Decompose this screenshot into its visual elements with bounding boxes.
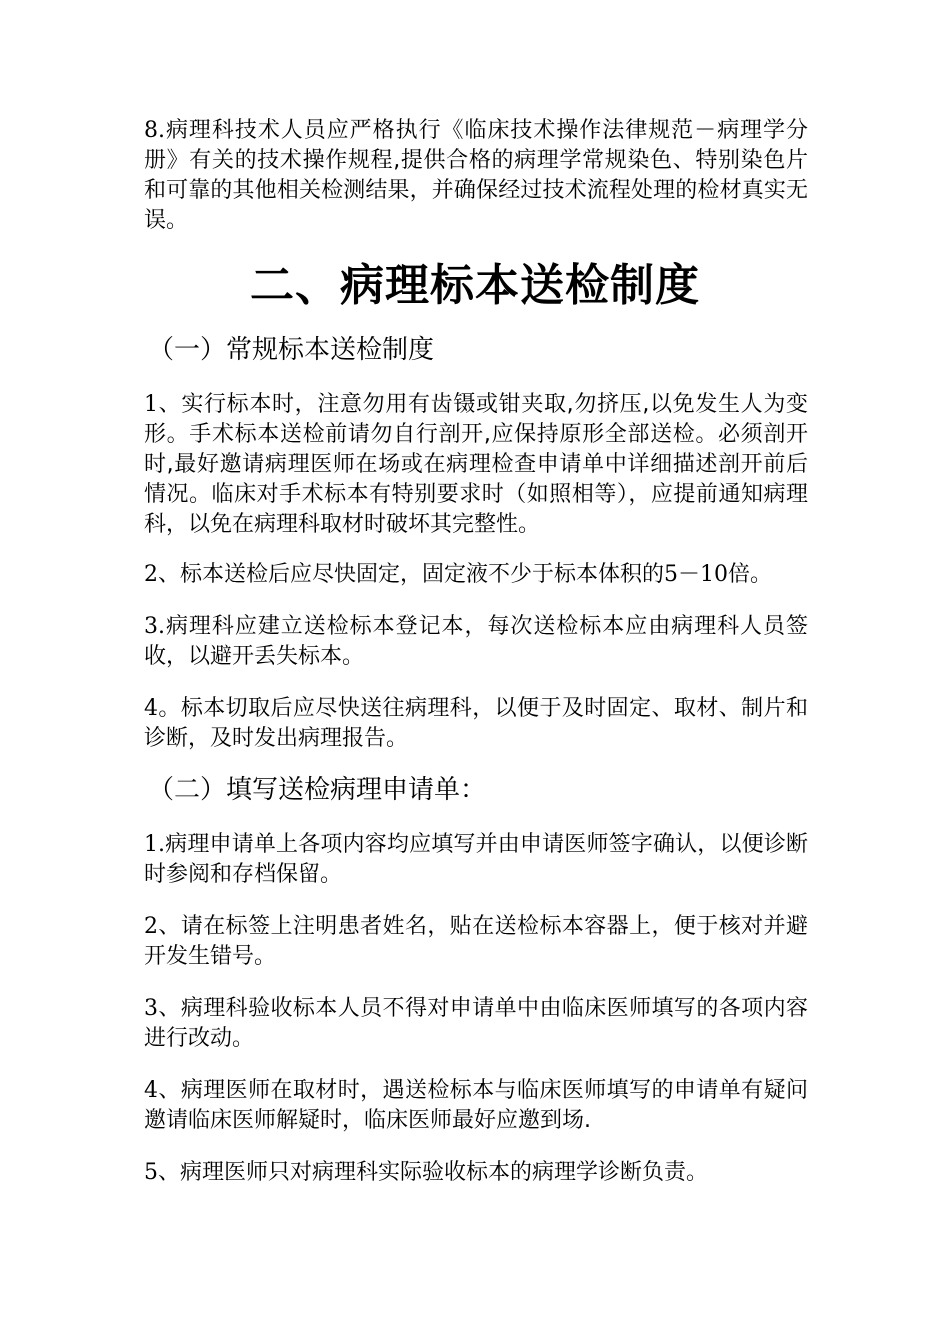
subsection-title-1: （一）常规标本送检制度 <box>148 335 435 365</box>
item-text: 请在标签上注明患者姓名，贴在送检标本容器上，便于核对并避开发生错号。 <box>144 914 808 969</box>
list-item <box>144 390 808 540</box>
item-number: 5、 <box>144 1160 180 1185</box>
list-item <box>144 830 808 890</box>
subsection-title-2: （二）填写送检病理申请单： <box>148 775 487 805</box>
list-item <box>144 912 808 972</box>
list-item <box>144 994 808 1054</box>
intro-paragraph <box>144 116 808 236</box>
item-text: 病理科应建立送检标本登记本，每次送检标本应由病理科人员签收，以避开丢失标本。 <box>144 614 808 669</box>
paragraph-number: 8. <box>144 118 165 143</box>
list-item <box>144 612 808 672</box>
item-text: 病理申请单上各项内容均应填写并由申请医师签字确认，以便诊断时参阅和存档保留。 <box>144 832 808 887</box>
list-item <box>144 694 808 754</box>
item-number: 3. <box>144 614 165 639</box>
item-range: 5－10 <box>664 562 729 587</box>
list-item <box>144 1076 808 1136</box>
item-text-end: 倍。 <box>728 562 773 587</box>
item-text: 标本切取后应尽快送往病理科，以便于及时固定、取材、制片和诊断，及时发出病理报告。 <box>144 696 808 751</box>
item-number: 4。 <box>144 696 181 721</box>
item-text: 标本送检后应尽快固定，固定液不少于标本体积的 <box>180 562 665 587</box>
list-item <box>144 560 808 590</box>
section-title: 二、病理标本送检制度 <box>250 260 700 311</box>
item-number: 1、 <box>144 392 182 417</box>
list-item <box>144 1158 808 1188</box>
item-number: 2、 <box>144 562 180 587</box>
item-number: 2、 <box>144 914 181 939</box>
item-text: 实行标本时，注意勿用有齿镊或钳夹取,勿挤压,以免发生人为变形。手术标本送检前请勿自行剖开,应保持原形全部送检。必须剖开时,最好邀请病理医师在场或在病理检查申请单中详细描述剖开前后情况。临床对手术标本有特别要求时（如照相等），应提前通知病理科，以免在病理科取材时破坏其完整性。 <box>144 392 808 537</box>
paragraph-text: 病理科技术人员应严格执行《临床技术操作法律规范－病理学分册》有关的技术操作规程,提供合格的病理学常规染色、特别染色片和可靠的其他相关检测结果，并确保经过技术流程处理的检材真实无误。 <box>144 118 808 233</box>
item-text: 病理科验收标本人员不得对申请单中由临床医师填写的各项内容进行改动。 <box>144 996 808 1051</box>
item-text: 病理医师只对病理科实际验收标本的病理学诊断负责。 <box>180 1160 709 1185</box>
item-number: 1. <box>144 832 165 857</box>
item-number: 4、 <box>144 1078 181 1103</box>
item-number: 3、 <box>144 996 181 1021</box>
item-text: 病理医师在取材时，遇送检标本与临床医师填写的申请单有疑问邀请临床医师解疑时，临床医师最好应邀到场. <box>144 1078 808 1133</box>
